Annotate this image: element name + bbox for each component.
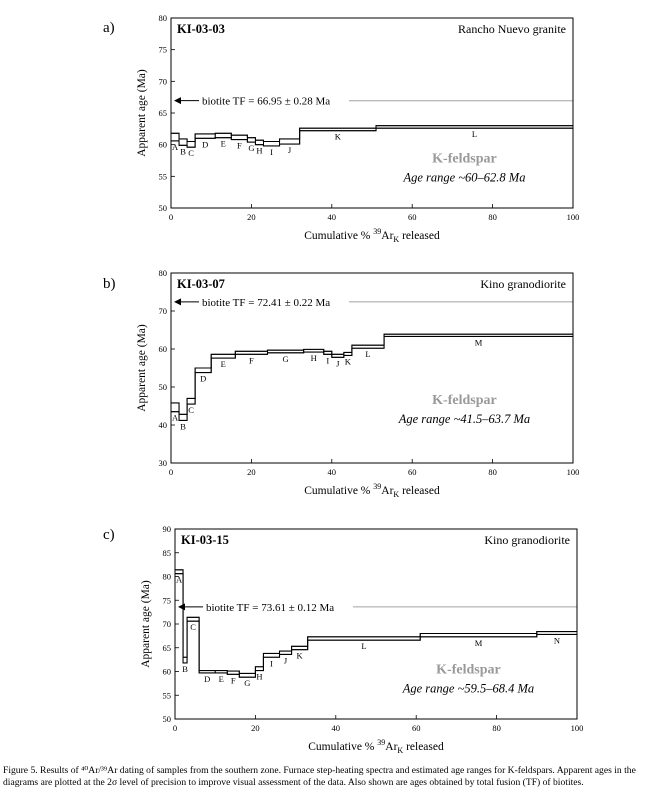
x-tick-label: 0 [168, 212, 174, 222]
x-tick-label: 60 [407, 212, 417, 222]
step-label-d: D [204, 673, 211, 684]
y-axis-label: Apparent age (Ma) [136, 324, 148, 412]
y-tick-label: 70 [162, 619, 171, 629]
y-tick-label: 55 [162, 690, 171, 701]
step-label-b: B [182, 663, 188, 674]
x-tick-label: 40 [331, 723, 341, 733]
x-label-sub: K [393, 235, 400, 244]
y-tick-label: 75 [158, 44, 167, 55]
tf-label: biotite TF = 72.41 ± 0.22 Ma [202, 296, 331, 309]
mineral-label: K-feldspar [436, 662, 501, 678]
step-label-h: H [256, 145, 263, 156]
step-label-h: H [256, 671, 263, 682]
y-axis-label: Apparent age (Ma) [140, 580, 152, 668]
y-tick-label: 60 [162, 666, 171, 677]
x-tick-label: 0 [172, 723, 178, 733]
step-label-g: G [248, 143, 255, 154]
x-tick-label: 80 [492, 723, 501, 733]
step-label-j: J [336, 358, 340, 369]
mineral-label: K-feldspar [432, 393, 497, 409]
step-box-c [187, 617, 199, 621]
sample-id: KI-03-03 [177, 22, 225, 36]
x-label-post: released [399, 230, 440, 242]
y-tick-label: 80 [158, 268, 167, 278]
step-label-i: I [270, 658, 273, 669]
step-label-k: K [344, 356, 351, 367]
x-tick-label: 100 [570, 723, 584, 733]
step-label-c: C [188, 148, 194, 159]
step-label-h: H [310, 353, 317, 364]
y-tick-label: 65 [158, 108, 167, 118]
step-label-f: F [236, 140, 242, 151]
y-tick-label: 90 [162, 524, 171, 534]
sample-id: KI-03-15 [181, 533, 229, 547]
y-tick-label: 85 [162, 547, 171, 558]
step-label-k: K [334, 131, 341, 142]
x-label-sub: K [393, 490, 400, 499]
step-label-d: D [202, 139, 209, 150]
x-tick-label: 60 [411, 723, 421, 733]
step-label-b: B [180, 146, 186, 157]
y-tick-label: 75 [162, 595, 171, 606]
x-axis-label [308, 738, 444, 755]
panel-c-label: c) [103, 527, 115, 543]
x-label-sub: K [397, 746, 404, 755]
rock-name: Kino granodiorite [480, 277, 566, 291]
step-label-e: E [220, 359, 226, 370]
y-tick-label: 30 [158, 458, 167, 468]
step-label-f: F [249, 355, 254, 366]
step-label-g: G [282, 353, 289, 364]
age-range-label: Age range ~59.5–68.4 Ma [402, 681, 535, 696]
x-tick-label: 40 [327, 212, 337, 222]
step-label-b: B [180, 421, 186, 432]
step-label-a: A [171, 412, 179, 423]
step-box-b [183, 657, 187, 663]
panel-b-label: b) [103, 276, 116, 292]
step-label-m: M [474, 337, 483, 348]
y-tick-label: 70 [158, 306, 167, 316]
y-tick-label: 80 [162, 571, 171, 582]
x-tick-label: 20 [247, 467, 256, 477]
y-tick-label: 40 [158, 420, 167, 430]
figure-caption: Figure 5. Results of ⁴⁰Ar/³⁹Ar dating of samples from the southern zone. Furnace step-heating spectra and estimated age ranges for K-feldspars. Apparent ages in the diagrams are plotted at the 2σ level of precision to improve visual assessment of the data. Also shown are ages obtained by total fusion (TF) of biotites. [3, 765, 636, 788]
rock-name: Kino granodiorite [484, 533, 570, 547]
y-tick-label: 80 [158, 13, 167, 23]
step-label-k: K [296, 650, 303, 661]
x-tick-label: 20 [247, 212, 256, 222]
step-label-g: G [244, 678, 251, 689]
spectrum-lower-envelope [175, 574, 577, 678]
y-tick-label: 50 [158, 382, 167, 392]
y-tick-label: 50 [162, 714, 171, 724]
y-tick-label: 60 [158, 344, 167, 354]
x-tick-label: 40 [327, 467, 337, 477]
step-label-j: J [287, 145, 292, 156]
x-tick-label: 0 [168, 467, 174, 477]
x-tick-label: 60 [407, 467, 417, 477]
y-tick-label: 55 [158, 171, 167, 182]
step-box-i [263, 653, 279, 657]
step-label-f: F [230, 675, 236, 686]
x-tick-label: 80 [488, 212, 497, 222]
x-tick-label: 100 [566, 212, 580, 222]
arrow-left-icon [178, 603, 185, 610]
age-range-label: Age range ~60–62.8 Ma [403, 170, 526, 185]
x-label-main: Ar [381, 230, 394, 242]
step-label-a: A [175, 574, 183, 585]
age-range-label: Age range ~41.5–63.7 Ma [398, 412, 531, 427]
step-label-l: L [365, 349, 371, 360]
y-tick-label: 70 [158, 76, 167, 87]
x-label-main: Ar [381, 485, 394, 497]
step-label-l: L [471, 129, 478, 140]
x-label-sup: 39 [377, 738, 386, 747]
step-label-e: E [218, 673, 224, 684]
step-label-e: E [220, 138, 226, 149]
step-label-i: I [326, 355, 330, 366]
step-label-c: C [190, 622, 196, 633]
step-label-j: J [283, 655, 288, 666]
y-tick-label: 50 [158, 203, 167, 213]
step-box-h [255, 667, 263, 671]
x-label-sup: 39 [373, 227, 382, 236]
x-label-sup: 39 [373, 482, 382, 491]
x-label-main: Ar [385, 741, 398, 753]
x-tick-label: 100 [566, 467, 580, 477]
rock-name: Rancho Nuevo granite [458, 22, 566, 36]
step-box-g [239, 673, 255, 677]
x-label-post: released [399, 485, 440, 497]
x-tick-label: 20 [251, 723, 260, 733]
step-label-n: N [553, 635, 560, 646]
x-label-pre: Cumulative % [304, 230, 374, 242]
spectrum-upper-envelope [175, 570, 577, 674]
step-label-d: D [200, 373, 207, 384]
panel-a-label: a) [103, 20, 115, 36]
tf-label: biotite TF = 73.61 ± 0.12 Ma [206, 601, 335, 614]
y-tick-label: 60 [158, 139, 167, 150]
x-label-post: released [403, 741, 444, 753]
step-label-l: L [361, 641, 367, 652]
x-tick-label: 80 [488, 467, 497, 477]
step-label-c: C [188, 405, 194, 416]
step-label-m: M [474, 637, 483, 648]
x-label-pre: Cumulative % [308, 741, 378, 753]
sample-id: KI-03-07 [177, 277, 225, 291]
step-label-a: A [171, 141, 179, 152]
y-tick-label: 65 [162, 642, 171, 653]
step-box-a [175, 570, 183, 574]
tf-label: biotite TF = 66.95 ± 0.28 Ma [202, 95, 331, 108]
x-label-pre: Cumulative % [304, 485, 374, 497]
y-axis-label: Apparent age (Ma) [136, 69, 148, 157]
step-label-i: I [270, 146, 273, 157]
mineral-label: K-feldspar [432, 151, 497, 167]
